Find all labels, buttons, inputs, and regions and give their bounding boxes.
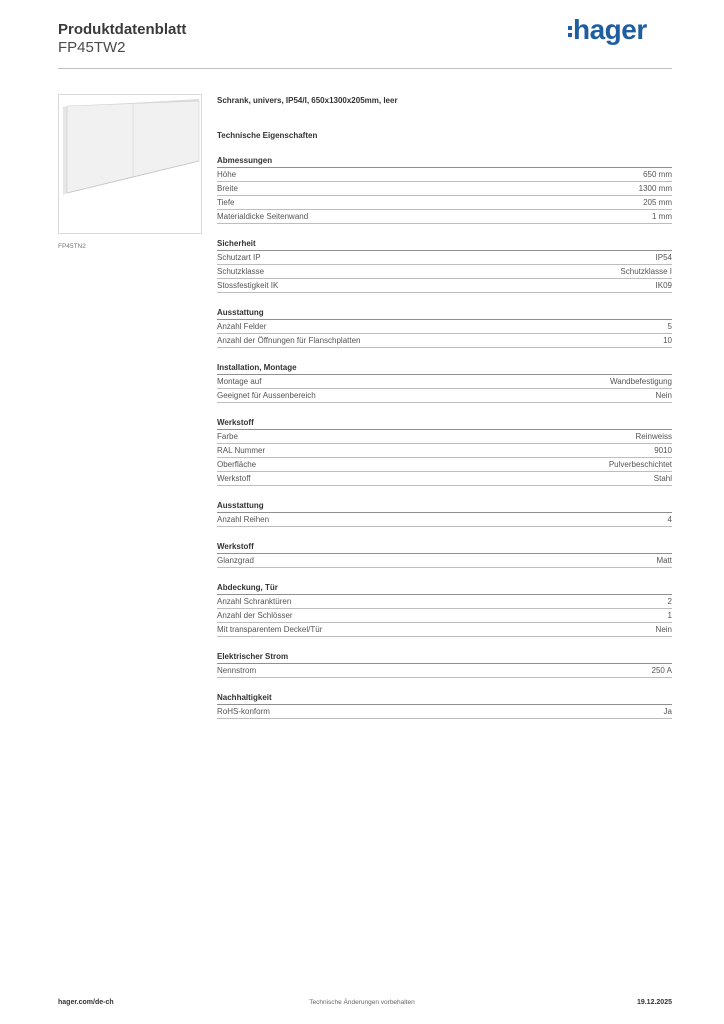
property-row [217, 513, 672, 527]
property-label: Geeignet für Aussenbereich [217, 391, 316, 400]
property-value: 4 [667, 515, 672, 524]
property-label: Farbe [217, 432, 238, 441]
property-row [217, 251, 672, 265]
property-value: Ja [663, 707, 672, 716]
property-value: Pulverbeschichtet [608, 460, 672, 469]
property-value: Nein [655, 391, 672, 400]
property-label: Schutzklasse [217, 267, 265, 276]
property-label: Tiefe [217, 198, 235, 207]
product-image [58, 94, 202, 234]
property-label: Montage auf [217, 377, 262, 386]
property-row [217, 375, 672, 389]
property-value: Stahl [653, 474, 672, 483]
property-group-dimensions [217, 155, 672, 224]
property-row [217, 609, 672, 623]
property-label: Höhe [217, 170, 237, 179]
property-value: 9010 [654, 446, 672, 455]
property-group-installation [217, 362, 672, 403]
property-row [217, 182, 672, 196]
group-title: Werkstoff [217, 541, 672, 554]
cabinet-illustration [59, 95, 201, 233]
property-label: Anzahl Schranktüren [217, 597, 292, 606]
property-row [217, 705, 672, 719]
properties-panel [217, 96, 672, 719]
property-group-equipment [217, 307, 672, 348]
property-value: 10 [663, 336, 672, 345]
technical-properties-title: Technische Eigenschaften [217, 131, 318, 140]
property-value: Matt [656, 556, 672, 565]
property-label: Werkstoff [217, 474, 251, 483]
logo-colon-icon [568, 23, 572, 40]
property-label: RoHS-konform [217, 707, 270, 716]
group-title: Ausstattung [217, 307, 672, 320]
property-label: RAL Nummer [217, 446, 266, 455]
property-row [217, 196, 672, 210]
property-value: 2 [667, 597, 672, 606]
property-value: IP54 [655, 253, 672, 262]
property-label: Schutzart IP [217, 253, 261, 262]
group-title: Elektrischer Strom [217, 651, 672, 664]
property-group-safety [217, 238, 672, 293]
group-title: Abdeckung, Tür [217, 582, 672, 595]
group-title: Ausstattung [217, 500, 672, 513]
property-value: Schutzklasse I [620, 267, 672, 276]
property-row [217, 472, 672, 486]
logo-text: hager [573, 14, 647, 45]
group-title: Installation, Montage [217, 362, 672, 375]
property-label: Anzahl der Öffnungen für Flanschplatten [217, 336, 361, 345]
property-label: Materialdicke Seitenwand [217, 212, 309, 221]
footer-date: 19.12.2025 [636, 999, 672, 1006]
header-divider [58, 68, 672, 69]
property-label: Mit transparentem Deckel/Tür [217, 625, 323, 634]
property-value: 250 A [651, 666, 672, 675]
footer-notice: Technische Änderungen vorbehalten [309, 999, 415, 1006]
property-value: 650 mm [643, 170, 672, 179]
property-group-equipment-rows [217, 500, 672, 527]
image-caption: FP45TN2 [58, 243, 86, 250]
group-title: Werkstoff [217, 417, 672, 430]
property-value: 5 [667, 322, 672, 331]
property-row [217, 458, 672, 472]
group-title: Abmessungen [217, 155, 672, 168]
property-row [217, 210, 672, 224]
property-label: Anzahl Felder [217, 322, 267, 331]
property-row [217, 279, 672, 293]
document-title: Produktdatenblatt [58, 21, 187, 38]
property-label: Oberfläche [217, 460, 257, 469]
property-label: Anzahl der Schlösser [217, 611, 293, 620]
hager-logo[interactable] [568, 14, 647, 46]
property-row [217, 664, 672, 678]
property-row [217, 554, 672, 568]
property-value: 1 mm [652, 212, 672, 221]
property-label: Nennstrom [217, 666, 257, 675]
property-group-cover-door [217, 582, 672, 637]
property-label: Anzahl Reihen [217, 515, 270, 524]
property-row [217, 444, 672, 458]
property-row [217, 595, 672, 609]
property-value: 1300 mm [638, 184, 672, 193]
property-label: Stossfestigkeit IK [217, 281, 279, 290]
property-value: IK09 [655, 281, 672, 290]
property-label: Breite [217, 184, 238, 193]
property-label: Glanzgrad [217, 556, 254, 565]
property-row [217, 623, 672, 637]
group-title: Nachhaltigkeit [217, 692, 672, 705]
product-code: FP45TW2 [58, 39, 126, 56]
property-row [217, 430, 672, 444]
property-value: Wandbefestigung [610, 377, 672, 386]
property-group-electric-current [217, 651, 672, 678]
property-group-sustainability [217, 692, 672, 719]
property-value: 1 [667, 611, 672, 620]
product-description: Schrank, univers, IP54/I, 650x1300x205mm, leer [217, 96, 398, 105]
footer-website-link[interactable]: hager.com/de-ch [58, 999, 114, 1006]
property-row [217, 168, 672, 182]
property-value: Reinweiss [635, 432, 672, 441]
property-value: 205 mm [643, 198, 672, 207]
property-row [217, 334, 672, 348]
property-row [217, 265, 672, 279]
group-title: Sicherheit [217, 238, 672, 251]
property-group-material-finish [217, 541, 672, 568]
property-row [217, 320, 672, 334]
property-group-material [217, 417, 672, 486]
property-row [217, 389, 672, 403]
property-value: Nein [655, 625, 672, 634]
